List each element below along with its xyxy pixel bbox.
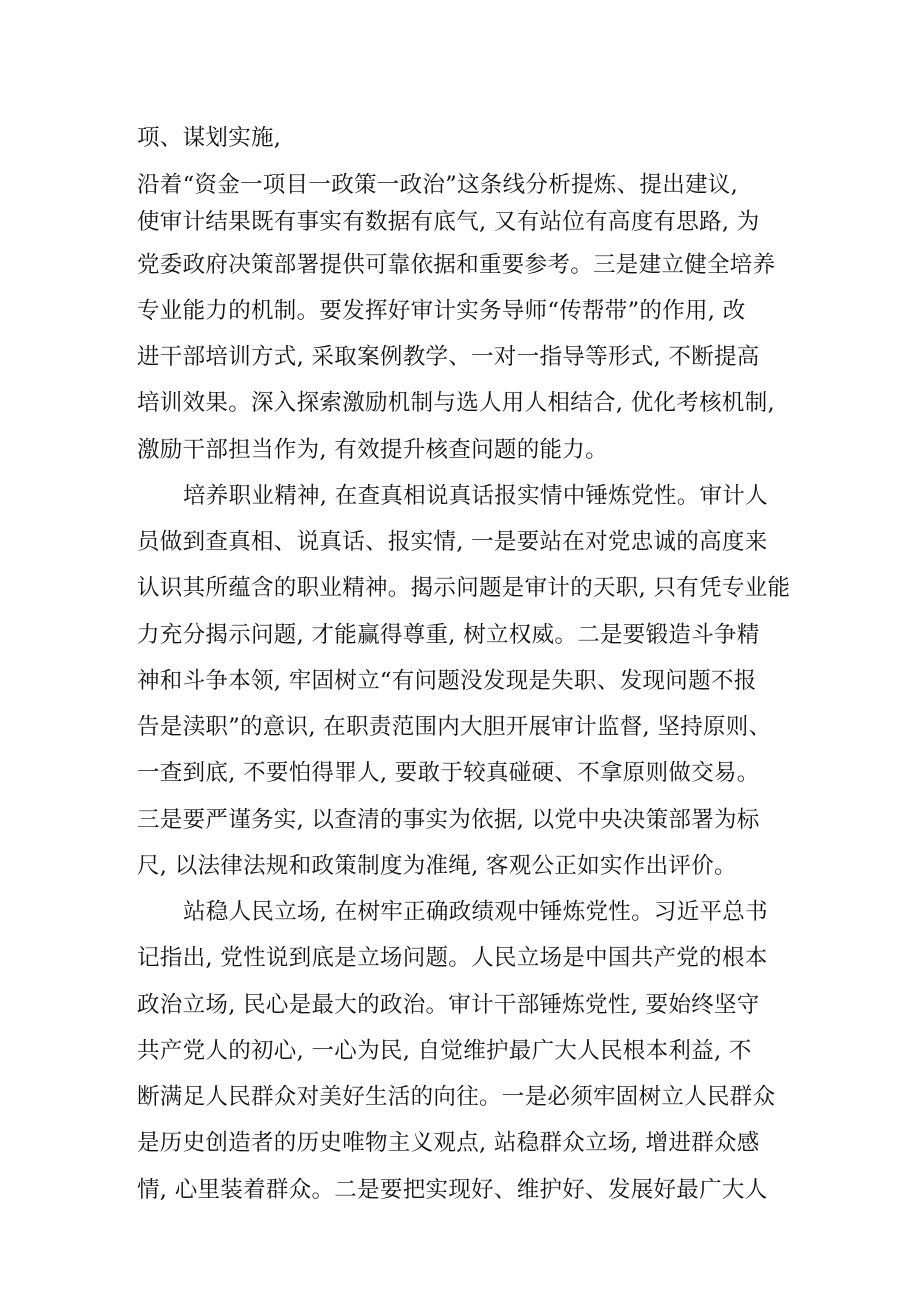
text-line: 记指出, 党性说到底是立场问题。人民立场是中国共产党的根本 <box>137 945 768 971</box>
text-line: 情, 心里装着群众。二是要把实现好、维护好、发展好最广大人 <box>137 1177 768 1203</box>
text-line: 进干部培训方式, 采取案例教学、一对一指导等形式, 不断提高 <box>137 344 760 370</box>
text-line: 共产党人的初心, 一心为民, 自觉维护最广大人民根本利益, 不 <box>137 1038 752 1064</box>
text-line: 认识其所蕴含的职业精神。揭示问题是审计的天职, 只有凭专业能 <box>137 575 791 601</box>
paragraph-first-line: 站稳人民立场, 在树牢正确政绩观中锤炼党性。习近平总书 <box>183 899 768 925</box>
text-line: 政治立场, 民心是最大的政治。审计干部锤炼党性, 要始终坚守 <box>137 992 760 1018</box>
text-line: 神和斗争本领, 牢固树立“有问题没发现是失职、发现问题不报 <box>137 668 757 694</box>
text-line: 是历史创造者的历史唯物主义观点, 站稳群众立场, 增进群众感 <box>137 1130 760 1156</box>
text-line: 专业能力的机制。要发挥好审计实务导师“传帮带”的作用, 改 <box>137 298 746 324</box>
text-line: 断满足人民群众对美好生活的向往。一是必须牢固树立人民群众 <box>137 1084 776 1110</box>
text-line: 一查到底, 不要怕得罪人, 要敢于较真碰硬、不拿原则做交易。 <box>137 760 760 786</box>
text-line: 力充分揭示问题, 才能赢得尊重, 树立权威。二是要锻造斗争精 <box>137 622 760 648</box>
text-line: 告是渎职”的意识, 在职责范围内大胆开展审计监督, 坚持原则、 <box>137 714 772 740</box>
text-line: 项、谋划实施, <box>137 125 282 151</box>
text-line: 激励干部担当作为, 有效提升核查问题的能力。 <box>137 437 608 463</box>
text-line: 党委政府决策部署提供可靠依据和重要参考。三是建立健全培养 <box>137 252 776 278</box>
text-line: 尺, 以法律法规和政策制度为准绳, 客观公正如实作出评价。 <box>137 853 737 879</box>
text-line: 三是要严谨务实, 以查清的事实为依据, 以党中央决策部署为标 <box>137 807 760 833</box>
text-line: 员做到查真相、说真话、报实情, 一是要站在对党忠诚的高度来 <box>137 529 768 555</box>
text-line: 使审计结果既有事实有数据有底气, 又有站位有高度有思路, 为 <box>137 209 760 235</box>
paragraph-first-line: 培养职业精神, 在查真相说真话报实情中锤炼党性。审计人 <box>183 483 768 509</box>
text-line: 培训效果。深入探索激励机制与选人用人相结合, 优化考核机制, <box>137 390 775 416</box>
text-line: 沿着“资金一项目一政策一政治”这条线分析提炼、提出建议, <box>137 172 739 198</box>
